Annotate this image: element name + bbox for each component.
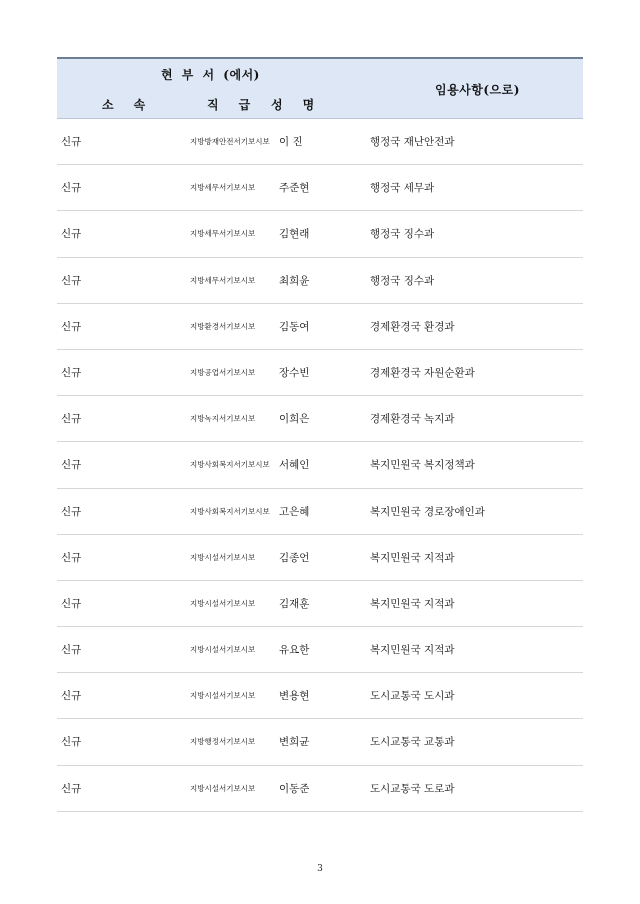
row-rank: 지방사회복지서기보시보 [190,506,270,516]
row-dept: 신규 [61,690,82,703]
row-appointment: 복지민원국 지적과 [370,597,455,610]
row-appointment: 복지민원국 지적과 [370,551,455,564]
row-dept: 신규 [61,459,82,472]
row-rank: 지방환경서기보시보 [190,321,256,331]
row-appointment: 경제환경국 녹지과 [370,413,455,426]
row-rank: 지방세무서기보시보 [190,275,256,285]
row-dept: 신규 [61,274,82,287]
row-appointment: 경제환경국 자원순환과 [370,366,475,379]
row-name: 유요한 [279,644,310,657]
row-dept: 신규 [61,644,82,657]
row-dept: 신규 [61,320,82,333]
row-appointment: 복지민원국 지적과 [370,644,455,657]
header-current-dept-group: 현 부 서 (에서) [161,68,260,82]
table-body [57,119,583,812]
row-name: 최희윤 [279,274,310,287]
page-number: 3 [317,864,323,874]
row-rank: 지방행정서기보시보 [190,737,256,747]
table-row [57,119,583,165]
row-appointment: 복지민원국 경로장애인과 [370,505,485,518]
row-appointment: 행정국 징수과 [370,228,435,241]
row-appointment: 행정국 세무과 [370,182,435,195]
table-row [57,211,583,257]
row-dept: 신규 [61,505,82,518]
table-row [57,442,583,488]
row-appointment: 행정국 징수과 [370,274,435,287]
row-name: 장수빈 [279,366,310,379]
row-rank: 지방시설서기보시보 [190,783,256,793]
row-dept: 신규 [61,551,82,564]
row-rank: 지방사회복지서기보시보 [190,460,270,470]
row-dept: 신규 [61,597,82,610]
header-name: 성명 [271,98,335,112]
appointment-table [57,57,583,812]
row-name: 이동준 [279,782,310,795]
table-row [57,258,583,304]
row-dept: 신규 [61,736,82,749]
row-dept: 신규 [61,228,82,241]
row-dept: 신규 [61,413,82,426]
row-name: 변희균 [279,736,310,749]
row-rank: 지방방재안전서기보시보 [190,137,270,146]
row-rank: 지방세무서기보시보 [190,229,256,239]
table-row [57,719,583,765]
row-appointment: 도시교통국 교통과 [370,736,455,749]
row-name: 김재훈 [279,597,310,610]
table-row [57,766,583,812]
row-rank: 지방공업서기보시보 [190,367,256,377]
row-dept: 신규 [61,182,82,195]
row-appointment: 도시교통국 도로과 [370,782,455,795]
header-rank: 직급 [207,98,271,112]
table-row [57,350,583,396]
table-row [57,304,583,350]
row-name: 주준현 [279,182,310,195]
table-row [57,535,583,581]
row-rank: 지방시설서기보시보 [190,598,256,608]
row-rank: 지방시설서기보시보 [190,645,256,655]
row-dept: 신규 [61,136,82,148]
row-appointment: 경제환경국 환경과 [370,320,455,333]
row-name: 이 진 [279,136,303,148]
table-row [57,627,583,673]
table-row [57,489,583,535]
row-dept: 신규 [61,782,82,795]
row-rank: 지방세무서기보시보 [190,183,256,193]
row-name: 서혜인 [279,459,310,472]
table-row [57,165,583,211]
row-appointment: 복지민원국 복지정책과 [370,459,475,472]
table-row [57,581,583,627]
row-name: 변용현 [279,690,310,703]
row-appointment: 행정국 재난안전과 [370,136,455,148]
row-name: 김현래 [279,228,310,241]
row-name: 김동여 [279,320,310,333]
table-row [57,673,583,719]
row-rank: 지방시설서기보시보 [190,691,256,701]
header-dept: 소속 [102,98,166,112]
row-rank: 지방녹지서기보시보 [190,414,256,424]
row-name: 고은혜 [279,505,310,518]
row-name: 김종언 [279,551,310,564]
table-row [57,396,583,442]
row-dept: 신규 [61,366,82,379]
row-appointment: 도시교통국 도시과 [370,690,455,703]
table-header [57,57,583,119]
row-rank: 지방시설서기보시보 [190,552,256,562]
row-name: 이희은 [279,413,310,426]
header-appointment: 임용사항(으로) [435,83,520,97]
